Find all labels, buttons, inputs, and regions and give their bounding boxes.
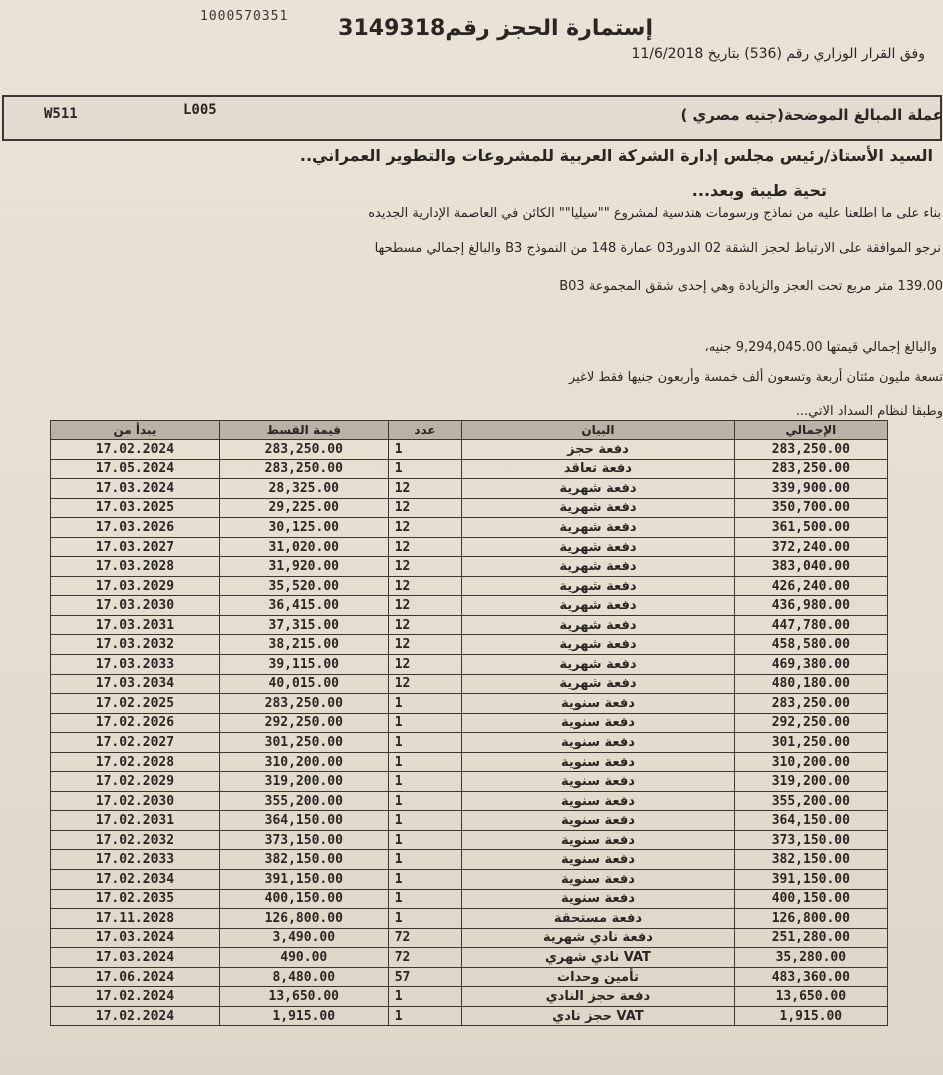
cell-description: VAT نادي شهري [462,948,734,968]
cell-start-date: 17.03.2032 [51,635,220,655]
cell-count: 1 [388,830,462,850]
body-line-3: 139.00 متر مربع تحت العجز والزيادة وهي إحدى شقق المجموعة B03 [559,279,943,294]
cell-count: 1 [388,713,462,733]
cell-installment: 29,225.00 [219,498,388,518]
cell-installment: 319,200.00 [219,772,388,792]
cell-installment: 31,020.00 [219,537,388,557]
table-row [51,440,888,460]
cell-start-date: 17.02.2028 [51,752,220,772]
table-row [51,811,888,831]
body-line-2: نرجو الموافقة على الارتباط لحجز الشقة 02 الدور03 عمارة 148 من النموذج B3 والبالغ إجمالي مسطحها [374,241,941,256]
cell-installment: 373,150.00 [219,830,388,850]
header-total: الإجمالي [734,421,887,440]
cell-description: دفعة تعاقد [462,459,734,479]
cell-total: 301,250.00 [734,733,887,753]
cell-start-date: 17.02.2026 [51,713,220,733]
cell-total: 436,980.00 [734,596,887,616]
cell-count: 1 [388,987,462,1007]
table-row [51,752,888,772]
table-row [51,850,888,870]
table-row [51,830,888,850]
cell-installment: 283,250.00 [219,694,388,714]
cell-start-date: 17.03.2028 [51,557,220,577]
cell-total: 458,580.00 [734,635,887,655]
cell-description: دفعة سنوية [462,791,734,811]
cell-count: 72 [388,928,462,948]
cell-total: 1,915.00 [734,1006,887,1026]
cell-start-date: 17.02.2030 [51,791,220,811]
cell-installment: 8,480.00 [219,967,388,987]
cell-description: دفعة شهرية [462,635,734,655]
cell-start-date: 17.06.2024 [51,967,220,987]
table-row [51,870,888,890]
cell-start-date: 17.03.2024 [51,479,220,499]
cell-description: دفعة سنوية [462,752,734,772]
table-row [51,1006,888,1026]
cell-description: دفعة نادي شهرية [462,928,734,948]
total-value-line: والبالغ إجمالي قيمتها 9,294,045.00 جنيه، [704,340,937,355]
cell-total: 310,200.00 [734,752,887,772]
cell-description: دفعة شهرية [462,518,734,538]
cell-description: دفعة شهرية [462,557,734,577]
table-row [51,772,888,792]
body-line-1: بناء على ما اطلعنا عليه من نماذج ورسومات هندسية لمشروع ""سيليا"" الكائن في العاصمة الإدارية الجديده [368,206,941,221]
cell-start-date: 17.02.2035 [51,889,220,909]
cell-count: 1 [388,440,462,460]
cell-installment: 283,250.00 [219,440,388,460]
cell-description: دفعة حجز النادي [462,987,734,1007]
cell-installment: 355,200.00 [219,791,388,811]
cell-total: 480,180.00 [734,674,887,694]
cell-count: 1 [388,909,462,929]
table-row [51,713,888,733]
cell-description: دفعة شهرية [462,596,734,616]
cell-start-date: 17.02.2029 [51,772,220,792]
cell-installment: 39,115.00 [219,655,388,675]
cell-total: 372,240.00 [734,537,887,557]
header-installment: قيمة القسط [219,421,388,440]
cell-installment: 30,125.00 [219,518,388,538]
document-number: 1000570351 [200,9,289,24]
total-in-words: تسعة مليون مئتان أربعة وتسعون ألف خمسة وأربعون جنيها فقط لاغير [568,370,943,385]
cell-count: 57 [388,967,462,987]
cell-description: دفعة سنوية [462,850,734,870]
cell-total: 292,250.00 [734,713,887,733]
cell-start-date: 17.03.2024 [51,948,220,968]
cell-total: 373,150.00 [734,830,887,850]
cell-description: دفعة شهرية [462,615,734,635]
table-row [51,576,888,596]
table-row [51,655,888,675]
table-row [51,479,888,499]
code-w511: W511 [44,106,78,122]
cell-description: تأمين وحدات [462,967,734,987]
cell-description: دفعة سنوية [462,713,734,733]
table-row [51,987,888,1007]
table-row [51,909,888,929]
cell-total: 361,500.00 [734,518,887,538]
cell-total: 400,150.00 [734,889,887,909]
cell-count: 1 [388,791,462,811]
cell-count: 12 [388,635,462,655]
cell-start-date: 17.02.2027 [51,733,220,753]
cell-description: دفعة سنوية [462,772,734,792]
cell-start-date: 17.02.2031 [51,811,220,831]
cell-total: 319,200.00 [734,772,887,792]
cell-total: 283,250.00 [734,440,887,460]
cell-total: 364,150.00 [734,811,887,831]
cell-count: 1 [388,870,462,890]
cell-start-date: 17.03.2029 [51,576,220,596]
header-description: البيان [462,421,734,440]
cell-installment: 36,415.00 [219,596,388,616]
cell-total: 126,800.00 [734,909,887,929]
cell-start-date: 17.03.2033 [51,655,220,675]
code-l005: L005 [183,102,217,118]
schedule-intro: وطبقا لنظام السداد الاتي... [795,404,943,419]
table-row [51,928,888,948]
cell-installment: 382,150.00 [219,850,388,870]
cell-count: 12 [388,537,462,557]
cell-count: 1 [388,850,462,870]
cell-installment: 13,650.00 [219,987,388,1007]
cell-count: 12 [388,576,462,596]
cell-total: 447,780.00 [734,615,887,635]
cell-description: دفعة شهرية [462,537,734,557]
cell-start-date: 17.05.2024 [51,459,220,479]
cell-count: 12 [388,498,462,518]
cell-start-date: 17.03.2034 [51,674,220,694]
cell-total: 355,200.00 [734,791,887,811]
table-row [51,889,888,909]
cell-total: 383,040.00 [734,557,887,577]
cell-installment: 31,920.00 [219,557,388,577]
header-count: عدد [388,421,462,440]
cell-count: 12 [388,615,462,635]
cell-description: دفعة حجز [462,440,734,460]
cell-count: 1 [388,811,462,831]
table-row [51,459,888,479]
cell-installment: 28,325.00 [219,479,388,499]
cell-description: دفعة شهرية [462,576,734,596]
table-row [51,674,888,694]
cell-total: 350,700.00 [734,498,887,518]
cell-start-date: 17.02.2024 [51,987,220,1007]
table-row [51,967,888,987]
table-header-row [51,421,888,440]
table-row [51,948,888,968]
table-row [51,733,888,753]
table-row [51,537,888,557]
cell-total: 469,380.00 [734,655,887,675]
cell-installment: 490.00 [219,948,388,968]
cell-count: 1 [388,752,462,772]
cell-description: دفعة سنوية [462,830,734,850]
cell-start-date: 17.11.2028 [51,909,220,929]
cell-installment: 1,915.00 [219,1006,388,1026]
cell-start-date: 17.02.2024 [51,1006,220,1026]
cell-installment: 400,150.00 [219,889,388,909]
cell-start-date: 17.03.2024 [51,928,220,948]
addressee-line: السيد الأستاذ/رئيس مجلس إدارة الشركة العربية للمشروعات والتطوير العمراني.. [299,146,933,165]
cell-description: دفعة سنوية [462,694,734,714]
cell-total: 339,900.00 [734,479,887,499]
cell-start-date: 17.02.2024 [51,440,220,460]
table-row [51,596,888,616]
cell-installment: 3,490.00 [219,928,388,948]
cell-count: 12 [388,479,462,499]
cell-description: دفعة شهرية [462,479,734,499]
cell-count: 1 [388,889,462,909]
cell-installment: 301,250.00 [219,733,388,753]
cell-start-date: 17.03.2030 [51,596,220,616]
cell-total: 483,360.00 [734,967,887,987]
cell-description: دفعة شهرية [462,674,734,694]
cell-count: 12 [388,518,462,538]
cell-total: 283,250.00 [734,694,887,714]
cell-total: 426,240.00 [734,576,887,596]
cell-count: 12 [388,557,462,577]
table-row [51,498,888,518]
table-row [51,635,888,655]
cell-installment: 37,315.00 [219,615,388,635]
cell-start-date: 17.02.2032 [51,830,220,850]
cell-start-date: 17.03.2026 [51,518,220,538]
cell-total: 35,280.00 [734,948,887,968]
cell-description: دفعة مستحقة [462,909,734,929]
table-row [51,557,888,577]
cell-description: دفعة سنوية [462,811,734,831]
ministerial-decree-line: وفق القرار الوزاري رقم (536) بتاريخ 11/6/2018 [631,46,925,62]
table-row [51,694,888,714]
cell-count: 1 [388,772,462,792]
cell-installment: 283,250.00 [219,459,388,479]
cell-count: 12 [388,655,462,675]
cell-count: 1 [388,459,462,479]
table-row [51,518,888,538]
cell-description: دفعة شهرية [462,655,734,675]
cell-count: 1 [388,1006,462,1026]
cell-description: دفعة سنوية [462,733,734,753]
currency-note: عملة المبالغ الموضحة(جنيه مصري ) [680,106,943,124]
cell-description: دفعة سنوية [462,870,734,890]
cell-start-date: 17.02.2033 [51,850,220,870]
cell-start-date: 17.02.2034 [51,870,220,890]
header-start-date: يبدأ من [51,421,220,440]
cell-description: دفعة سنوية [462,889,734,909]
table-row [51,615,888,635]
greeting-line: تحية طيبة وبعد... [691,181,827,200]
cell-installment: 40,015.00 [219,674,388,694]
cell-total: 251,280.00 [734,928,887,948]
cell-start-date: 17.03.2025 [51,498,220,518]
cell-start-date: 17.03.2027 [51,537,220,557]
cell-installment: 35,520.00 [219,576,388,596]
cell-start-date: 17.02.2025 [51,694,220,714]
cell-count: 1 [388,694,462,714]
cell-installment: 38,215.00 [219,635,388,655]
cell-total: 391,150.00 [734,870,887,890]
cell-installment: 364,150.00 [219,811,388,831]
cell-installment: 292,250.00 [219,713,388,733]
cell-description: دفعة شهرية [462,498,734,518]
cell-count: 72 [388,948,462,968]
cell-count: 1 [388,733,462,753]
cell-installment: 126,800.00 [219,909,388,929]
cell-total: 283,250.00 [734,459,887,479]
cell-description: VAT حجز نادي [462,1006,734,1026]
payment-schedule-table [50,420,888,1026]
cell-count: 12 [388,674,462,694]
cell-installment: 391,150.00 [219,870,388,890]
form-title: إستمارة الحجز رقم3149318 [338,16,653,41]
cell-total: 382,150.00 [734,850,887,870]
cell-count: 12 [388,596,462,616]
cell-total: 13,650.00 [734,987,887,1007]
cell-start-date: 17.03.2031 [51,615,220,635]
table-row [51,791,888,811]
cell-installment: 310,200.00 [219,752,388,772]
